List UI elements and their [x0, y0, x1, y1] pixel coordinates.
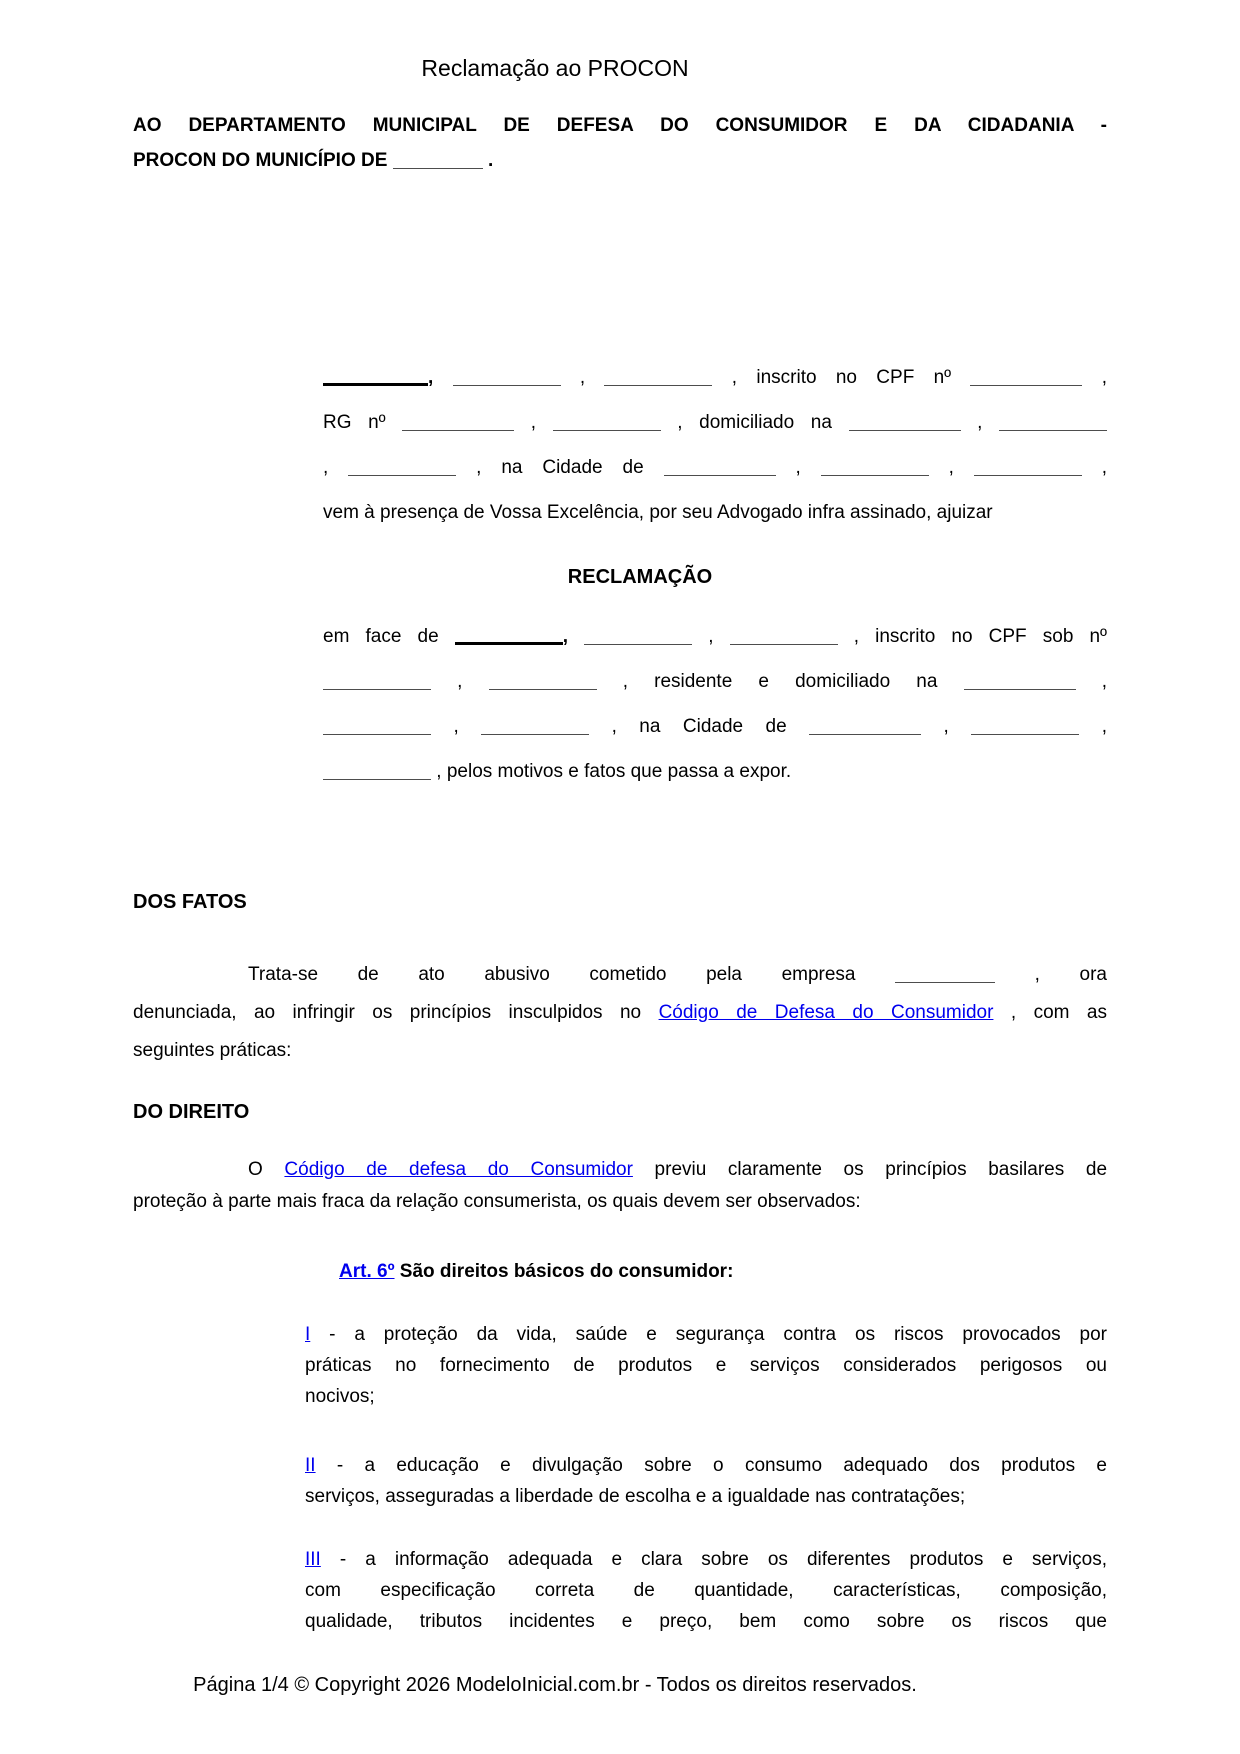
blank-field: [971, 721, 1079, 735]
blank-field: [481, 721, 589, 735]
codigo-defesa-consumidor-link[interactable]: Código de Defesa do Consumidor: [658, 1002, 994, 1023]
blank-field: [730, 631, 838, 645]
text-line: qualidade, tributos incidentes e preço, bem como sobre os riscos que: [305, 1611, 1107, 1632]
article-6-item-iii: [305, 1544, 1107, 1637]
text-line: proteção à parte mais fraca da relação consumerista, os quais devem ser observados:: [133, 1191, 861, 1212]
text-line: III - a informação adequada e clara sobre os diferentes produtos e serviços,: [305, 1549, 1107, 1570]
blank-field: [964, 676, 1076, 690]
bold-text: São direitos básicos do consumidor: [394, 1261, 728, 1282]
addressee-paragraph: [133, 108, 1107, 178]
text-line: vem à presença de Vossa Excelência, por seu Advogado infra assinado, ajuizar: [323, 502, 993, 523]
text-line: serviços, asseguradas a liberdade de escolha e a igualdade nas contratações;: [305, 1486, 966, 1507]
blank-field: [974, 462, 1082, 476]
blank-field: [553, 417, 661, 431]
blank-field: [970, 372, 1082, 386]
text-line: I - a proteção da vida, saúde e segurança contra os riscos provocados por: [305, 1324, 1107, 1345]
text-line: Art. 6º São direitos básicos do consumidor:: [339, 1261, 734, 1282]
article-6-quote: [305, 1256, 1107, 1287]
article-6-item-ii: [305, 1450, 1107, 1512]
text-line: , , na Cidade de , , ,: [323, 457, 1108, 478]
blank-field: [323, 766, 431, 780]
page-footer: Página 1/4 © Copyright 2026 ModeloInicial.com.br - Todos os direitos reservados.: [193, 1674, 917, 1696]
inciso-ii-link[interactable]: II: [305, 1455, 316, 1476]
blank-field: [849, 417, 961, 431]
blank-field: [323, 721, 431, 735]
blank-field: [489, 676, 597, 690]
text-line: seguintes práticas:: [133, 1040, 292, 1061]
direito-paragraph: [133, 1154, 1107, 1218]
article-6-item-i: [305, 1319, 1107, 1412]
codigo-defesa-consumidor-link-2[interactable]: Código de defesa do Consumidor: [284, 1159, 633, 1180]
blank-field: [402, 417, 514, 431]
fatos-paragraph: [133, 956, 1107, 1070]
text-line: em face de , , , inscrito no CPF sob nº: [323, 626, 1107, 647]
blank-field: [809, 721, 921, 735]
inciso-iii-link[interactable]: III: [305, 1549, 321, 1570]
blank-field: [393, 155, 483, 169]
claimant-qualification-paragraph: [323, 355, 1107, 535]
blank-field: [323, 676, 431, 690]
bold-text: ,: [562, 626, 585, 647]
text-line: , pelos motivos e fatos que passa a expor.: [323, 749, 1107, 794]
text-line: O Código de defesa do Consumidor previu claramente os princípios basilares de: [248, 1159, 1108, 1180]
text-line: PROCON DO MUNICÍPIO DE .: [133, 150, 494, 171]
blank-field: [999, 417, 1107, 431]
text-line: II - a educação e divulgação sobre o consumo adequado dos produtos e: [305, 1455, 1107, 1476]
text-line: , , , inscrito no CPF nº ,: [323, 355, 1107, 400]
inciso-i-link[interactable]: I: [305, 1324, 311, 1345]
do-direito-heading: DO DIREITO: [133, 1101, 250, 1123]
bold-text: ,: [428, 367, 453, 388]
text-line: com especificação correta de quantidade, características, composição,: [305, 1580, 1107, 1601]
page-title: Reclamação ao PROCON: [421, 55, 689, 81]
text-line: Trata-se de ato abusivo cometido pela empresa , ora: [248, 964, 1107, 985]
text-line: , , residente e domiciliado na ,: [323, 659, 1107, 704]
blank-field: [821, 462, 929, 476]
text-line: nocivos;: [305, 1386, 375, 1407]
blank-field: [323, 372, 428, 386]
blank-field: [604, 372, 712, 386]
blank-field: [453, 372, 561, 386]
defendant-qualification-paragraph: [323, 614, 1107, 794]
dos-fatos-heading: DOS FATOS: [133, 891, 247, 913]
text-line: , , na Cidade de , ,: [323, 704, 1107, 749]
text-line: denunciada, ao infringir os princípios insculpidos no Código de Defesa do Consumidor , com as: [133, 1002, 1107, 1023]
text-line: práticas no fornecimento de produtos e serviços considerados perigosos ou: [305, 1355, 1107, 1376]
blank-field: [455, 631, 563, 645]
art-6-link[interactable]: Art. 6º: [339, 1261, 395, 1282]
reclamacao-heading: RECLAMAÇÃO: [567, 566, 713, 588]
text-line: RG nº , , domiciliado na ,: [323, 400, 1107, 445]
blank-field: [348, 462, 456, 476]
blank-field: [584, 631, 692, 645]
blank-field: [664, 462, 776, 476]
blank-field: [895, 969, 995, 983]
text-line: AO DEPARTAMENTO MUNICIPAL DE DEFESA DO CONSUMIDOR E DA CIDADANIA -: [133, 115, 1107, 136]
